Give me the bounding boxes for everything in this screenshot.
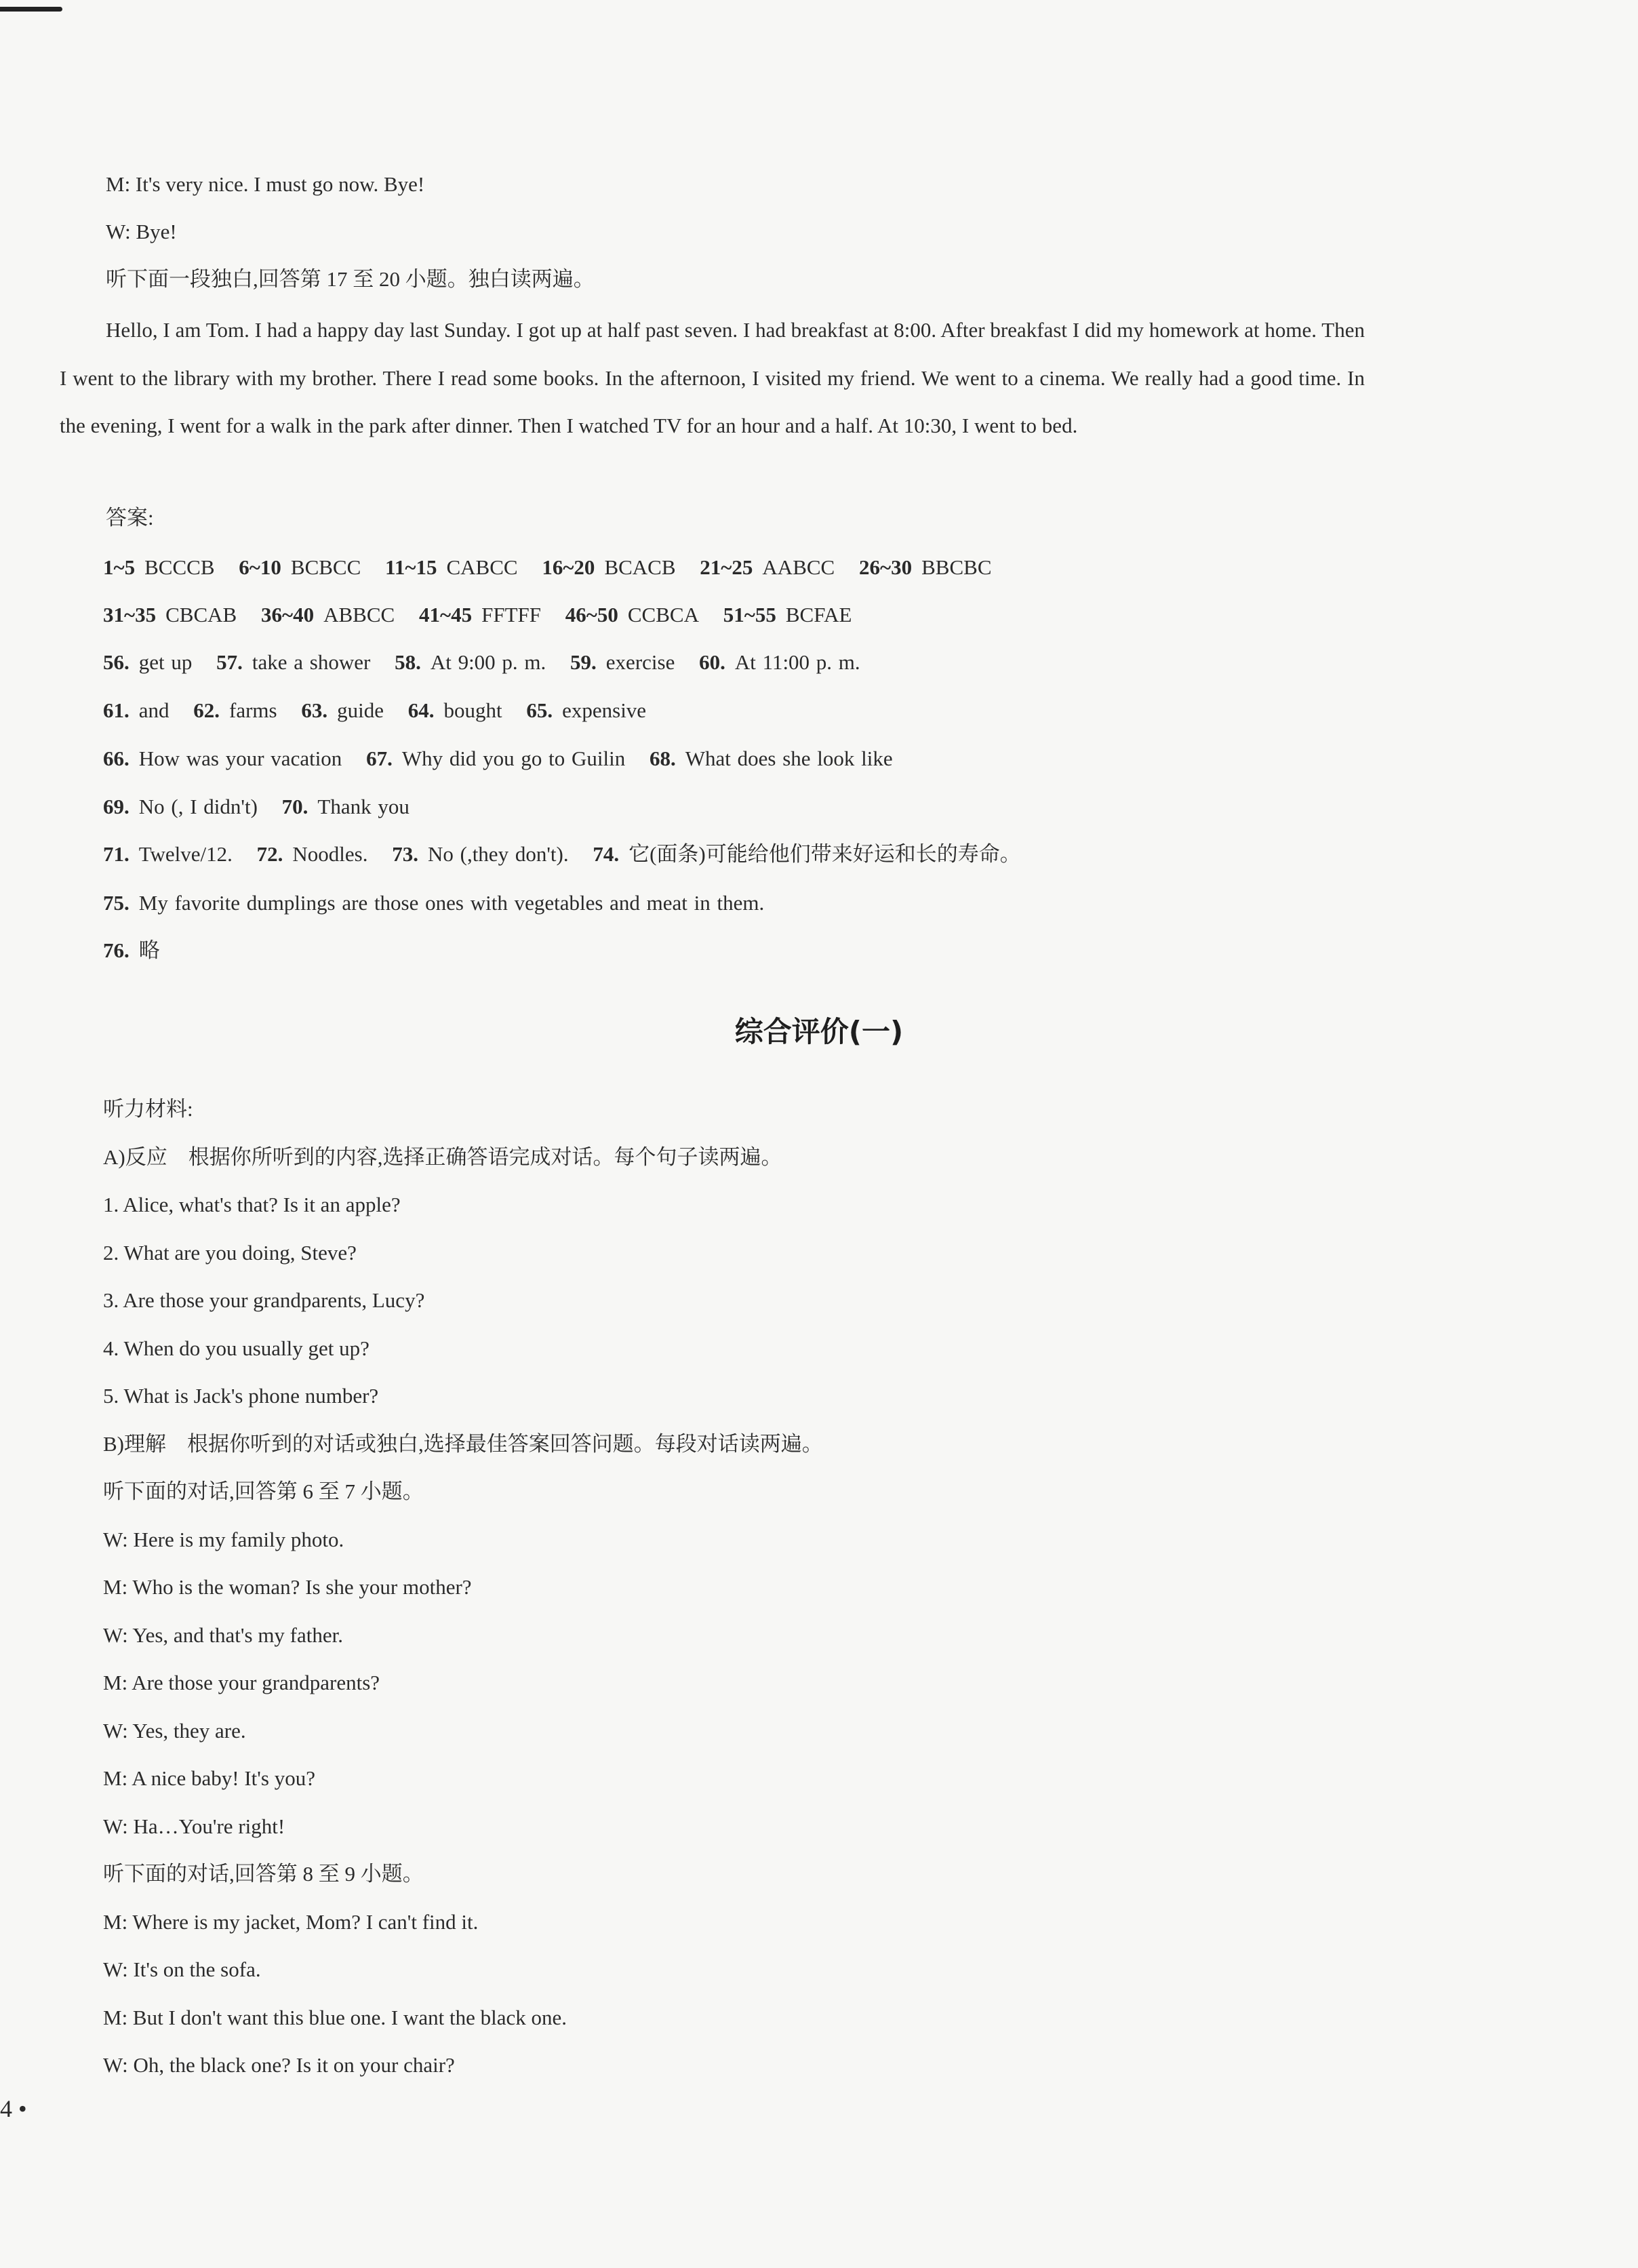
question-line: 3. Are those your grandparents, Lucy? <box>103 1288 425 1312</box>
answer-text: At 9:00 p. m. <box>430 650 546 674</box>
answer-number: 64. <box>407 698 435 722</box>
answer-number: 57. <box>216 650 243 674</box>
answer-number: 72. <box>256 842 283 866</box>
answer-text: Noodles. <box>292 842 368 866</box>
answer-number: 31~35 <box>103 603 157 626</box>
dialogue-line: M: But I don't want this blue one. I want the black one. <box>103 2006 567 2029</box>
answer-heading: 答案: <box>106 506 154 530</box>
instruction-line: 听下面的对话,回答第 6 至 7 小题。 <box>103 1479 424 1503</box>
answer-number: 66. <box>103 747 129 770</box>
answer-text: BCFAE <box>785 603 852 626</box>
dialogue-line: W: Oh, the black one? Is it on your chair? <box>103 2053 455 2077</box>
answer-number: 75. <box>103 891 129 915</box>
answer-number: 1~5 <box>103 555 136 579</box>
answer-text: Why did you go to Guilin <box>401 747 626 770</box>
answer-number: 69. <box>103 795 129 818</box>
answer-text: My favorite dumplings are those ones with vegetables and meat in them. <box>138 891 765 915</box>
answer-row <box>103 936 178 966</box>
answer-number: 58. <box>395 650 421 674</box>
answer-row <box>103 553 1010 582</box>
answer-text: CCBCA <box>627 603 699 626</box>
listening-heading: 听力材料: <box>103 1097 193 1121</box>
dialogue-line: M: A nice baby! It's you? <box>103 1766 315 1790</box>
answer-text: guide <box>337 698 384 722</box>
answer-text: farms <box>229 698 277 722</box>
answer-row <box>103 792 427 822</box>
answer-number: 6~10 <box>239 555 281 579</box>
answer-text: BBCBC <box>921 555 992 579</box>
answer-text: 它(面条)可能给他们带来好运和长的寿命。 <box>628 842 1021 866</box>
question-line: 5. What is Jack's phone number? <box>103 1384 379 1408</box>
answer-text: expensive <box>562 698 647 722</box>
answer-text: ABBCC <box>323 603 395 626</box>
answer-row <box>103 744 911 774</box>
dialogue-line: W: Here is my family photo. <box>103 1528 344 1551</box>
answer-number: 56. <box>103 650 129 674</box>
answer-number: 68. <box>650 747 676 770</box>
answer-number: 65. <box>526 698 553 722</box>
dialogue-line: M: Who is the woman? Is she your mother? <box>103 1575 472 1599</box>
answer-number: 67. <box>366 747 393 770</box>
answer-text: Thank you <box>317 795 410 818</box>
instruction-line: B)理解 根据你听到的对话或独白,选择最佳答案回答问题。每段对话读两遍。 <box>103 1432 823 1456</box>
answer-row <box>103 648 878 677</box>
instruction-line: 听下面的对话,回答第 8 至 9 小题。 <box>103 1862 424 1886</box>
answer-number: 16~20 <box>542 555 595 579</box>
answer-text: What does she look like <box>685 747 893 770</box>
answer-text: AABCC <box>762 555 835 579</box>
answer-text: BCBCC <box>290 555 361 579</box>
answer-number: 21~25 <box>700 555 753 579</box>
dialogue-line: W: Ha…You're right! <box>103 1814 285 1838</box>
question-line: 1. Alice, what's that? Is it an apple? <box>103 1193 401 1216</box>
answer-row <box>103 839 1039 869</box>
answer-row <box>103 600 869 630</box>
scan-edge-mark <box>0 7 62 12</box>
answer-text: and <box>138 698 169 722</box>
answer-text: BCCCB <box>144 555 215 579</box>
dialogue-line: W: Yes, and that's my father. <box>103 1623 344 1647</box>
answer-number: 11~15 <box>385 555 437 579</box>
answer-text: CABCC <box>446 555 518 579</box>
answer-number: 59. <box>570 650 597 674</box>
answer-text: No (,they don't). <box>427 842 569 866</box>
answer-number: 62. <box>193 698 220 722</box>
question-line: 2. What are you doing, Steve? <box>103 1241 357 1265</box>
answer-number: 60. <box>699 650 725 674</box>
answer-number: 26~30 <box>858 555 913 579</box>
answer-number: 73. <box>392 842 418 866</box>
question-line: 4. When do you usually get up? <box>103 1336 369 1360</box>
answer-text: BCACB <box>604 555 676 579</box>
answer-number: 76. <box>103 938 129 962</box>
answer-number: 70. <box>281 795 308 818</box>
answer-number: 36~40 <box>260 603 315 626</box>
dialogue-line: M: Where is my jacket, Mom? I can't find it. <box>103 1910 479 1934</box>
answer-text: exercise <box>605 650 675 674</box>
answer-text: Twelve/12. <box>138 842 233 866</box>
answer-number: 51~55 <box>723 603 776 626</box>
answer-text: take a shower <box>252 650 371 674</box>
answer-text: How was your vacation <box>138 747 342 770</box>
answer-number: 61. <box>103 698 129 722</box>
answer-number: 71. <box>103 842 129 866</box>
page-number: 4 • <box>0 2095 27 2122</box>
answer-text: CBCAB <box>165 603 237 626</box>
dialogue-line: W: Yes, they are. <box>103 1719 246 1743</box>
answer-row <box>103 696 664 725</box>
section-title: 综合评价(一) <box>734 1015 904 1048</box>
answer-row <box>103 888 782 918</box>
answer-text: FFTFF <box>481 603 541 626</box>
monologue-paragraph: Hello, I am Tom. I had a happy day last Sunday. I got up at half past seven. I had breakfast at 8:00. After breakfast I did my homework at home. Then I went to the library with my brother. There I read some books. In the afternoon, I visited my friend. We went to a cinema. We really had a good time. In the evening, I went for a walk in the park after dinner. Then I watched TV for an hour and a half. At 10:30, I went to bed. <box>60 318 1365 438</box>
answer-text: At 11:00 p. m. <box>734 650 860 674</box>
answer-number: 41~45 <box>418 603 473 626</box>
instruction-line: A)反应 根据你所听到的内容,选择正确答语完成对话。每个句子读两遍。 <box>103 1145 782 1169</box>
instruction-line: 听下面一段独白,回答第 17 至 20 小题。独白读两遍。 <box>106 267 595 291</box>
answer-text: 略 <box>138 938 160 962</box>
dialogue-line: W: Bye! <box>106 220 177 243</box>
answer-text: bought <box>443 698 502 722</box>
answer-text: No (, I didn't) <box>138 795 258 818</box>
dialogue-line: M: Are those your grandparents? <box>103 1671 380 1694</box>
dialogue-line: M: It's very nice. I must go now. Bye! <box>106 172 425 196</box>
answer-text: get up <box>138 650 193 674</box>
answer-number: 46~50 <box>565 603 618 626</box>
answer-number: 74. <box>593 842 620 866</box>
dialogue-line: W: It's on the sofa. <box>103 1957 261 1981</box>
answer-number: 63. <box>301 698 328 722</box>
